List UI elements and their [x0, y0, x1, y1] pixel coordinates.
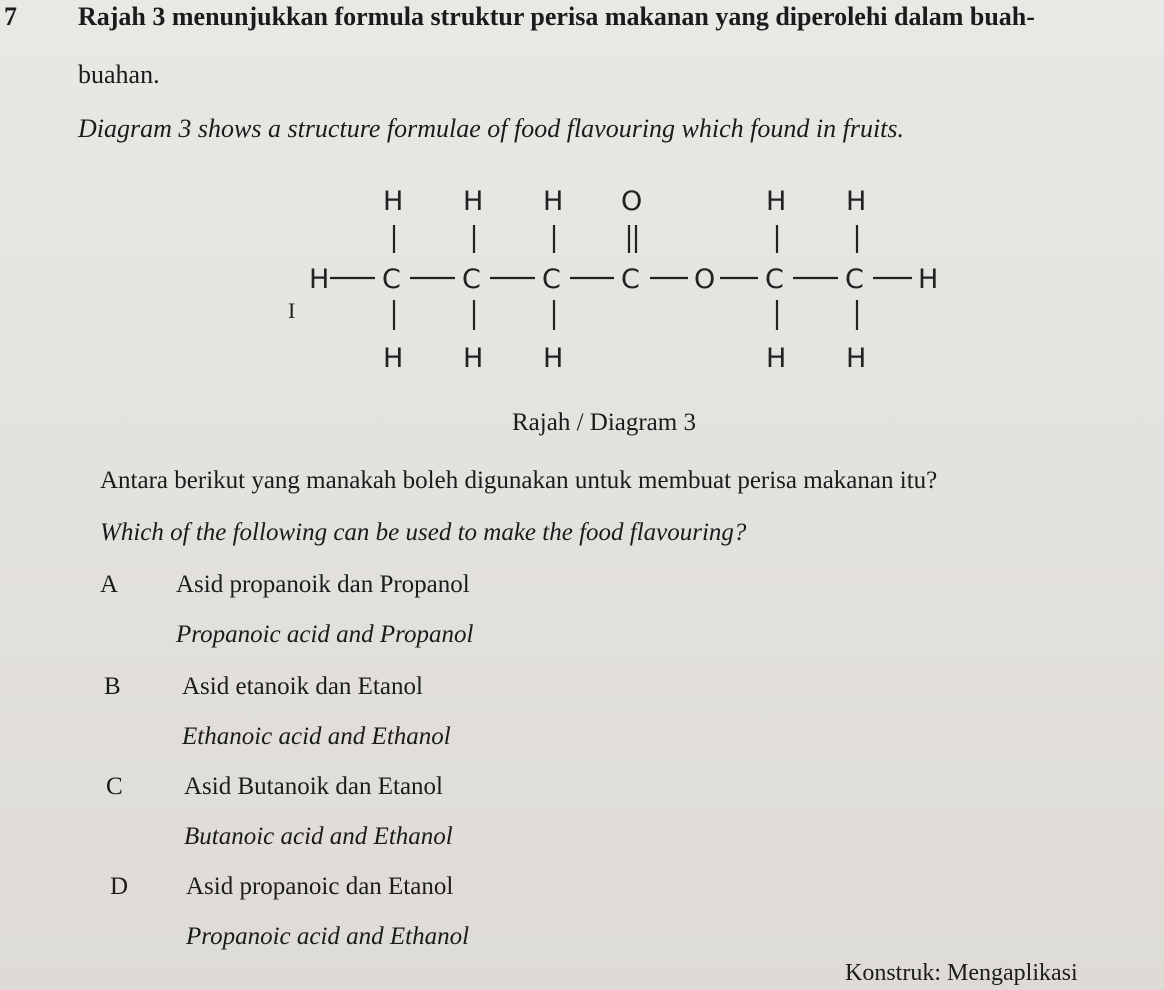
atom-c-1: C [382, 264, 401, 295]
construct-label: Konstruk: Mengaplikasi [845, 960, 1078, 986]
margin-mark: I [288, 298, 296, 323]
atom-h-bottom-5: H [846, 343, 867, 374]
prompt-malay: Antara berikut yang manakah boleh digunakan untuk membuat perisa makanan itu? [100, 467, 938, 494]
question-number: 7 [4, 2, 17, 31]
question-text-malay-line2: buahan. [78, 60, 160, 89]
atom-o-carbonyl: O [621, 186, 643, 217]
atom-h-bottom-4: H [766, 343, 787, 374]
atom-c-2: C [462, 264, 481, 295]
option-a-letter[interactable]: A [100, 571, 119, 598]
atom-h-bottom-3: H [543, 343, 564, 374]
atom-h-top-1: H [383, 186, 404, 217]
atom-h-top-5: H [846, 186, 867, 217]
structural-formula-diagram [280, 170, 960, 390]
option-a-english[interactable]: Propanoic acid and Propanol [176, 621, 474, 648]
atom-c-6: C [845, 264, 864, 295]
atom-h-top-2: H [463, 186, 484, 217]
question-text-english: Diagram 3 shows a structure formulae of food flavouring which found in fruits. [78, 114, 905, 143]
option-d-english[interactable]: Propanoic acid and Ethanol [186, 923, 470, 950]
prompt-english: Which of the following can be used to make the food flavouring? [100, 519, 747, 546]
atom-h-bottom-1: H [383, 343, 404, 374]
atom-h-right: H [918, 264, 939, 295]
option-c-malay[interactable]: Asid Butanoik dan Etanol [184, 773, 443, 800]
atom-c-4: C [621, 264, 640, 295]
atom-o-ester: O [694, 264, 716, 295]
option-a-malay[interactable]: Asid propanoik dan Propanol [176, 571, 470, 598]
option-d-malay[interactable]: Asid propanoic dan Etanol [186, 873, 454, 900]
atom-h-top-4: H [766, 186, 787, 217]
question-text-malay-line1: Rajah 3 menunjukkan formula struktur perisa makanan yang diperolehi dalam buah- [78, 2, 1035, 31]
option-c-letter[interactable]: C [106, 773, 123, 800]
option-b-letter[interactable]: B [104, 673, 121, 700]
atom-c-3: C [542, 264, 561, 295]
diagram-caption [512, 408, 696, 438]
option-d-letter[interactable]: D [110, 873, 129, 900]
option-b-malay[interactable]: Asid etanoik dan Etanol [182, 673, 423, 700]
atom-c-5: C [765, 264, 784, 295]
option-c-english[interactable]: Butanoic acid and Ethanol [184, 823, 453, 850]
atom-h-left: H [309, 264, 330, 295]
atom-h-top-3: H [543, 186, 564, 217]
diagram-caption-text: Rajah / Diagram 3 [512, 409, 696, 436]
structural-formula-svg [280, 170, 960, 390]
atom-h-bottom-2: H [463, 343, 484, 374]
option-b-english[interactable]: Ethanoic acid and Ethanol [182, 723, 451, 750]
